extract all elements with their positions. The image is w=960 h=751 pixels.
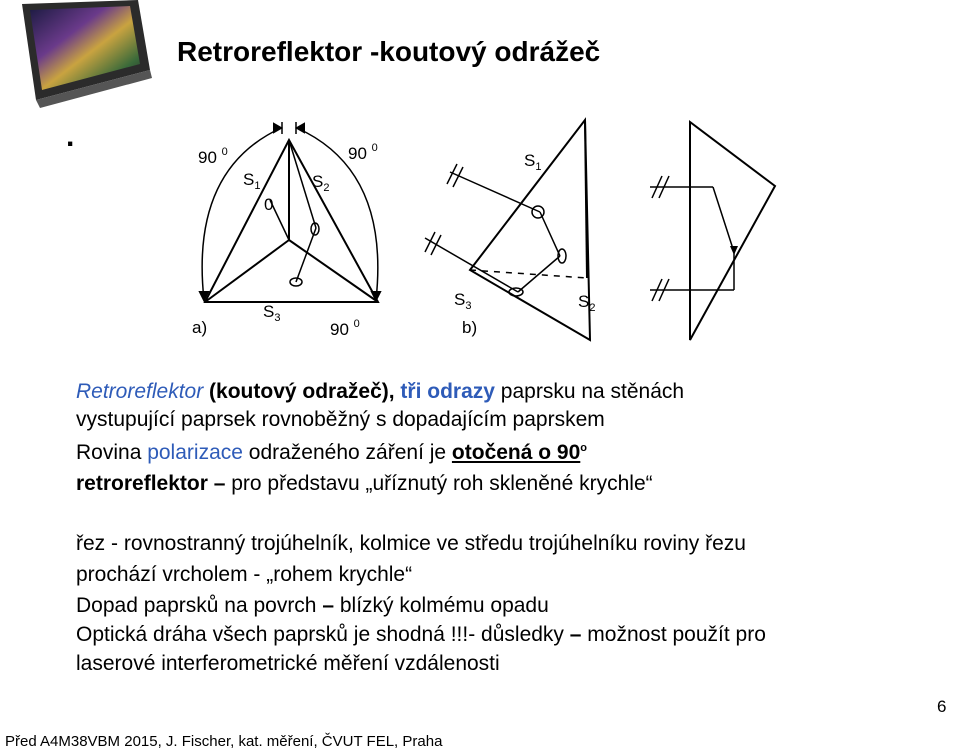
label-s3-b: $S_3$ xyxy=(454,290,472,312)
angle-90-left: 90 $^0$ xyxy=(198,146,228,167)
diagram-c-outline xyxy=(690,122,775,340)
label-a: a) xyxy=(192,318,208,337)
page-number: 6 xyxy=(937,697,947,716)
label-s1-a: $S_1$ xyxy=(243,170,261,192)
label-s2-b: $S_2$ xyxy=(578,292,596,314)
text-line-9: laserové interferometrické měření vzdálenosti xyxy=(76,652,500,675)
angle-90-bottom: 90 $^0$ xyxy=(330,318,360,339)
text-line-3: Rovina polarizace odraženého záření je otočená o 90$^o$ xyxy=(76,441,588,464)
text-line-5: řez - rovnostranný trojúhelník, kolmice ve středu trojúhelníku roviny řezu xyxy=(76,532,746,555)
text-line-1: Retroreflektor (koutový odražeč), tři odrazy paprsku na stěnách xyxy=(76,380,685,403)
zero-mark: 0 xyxy=(264,195,274,214)
slide-title: Retroreflektor -koutový odrážeč xyxy=(177,36,601,67)
text-line-2: vystupující paprsek rovnoběžný s dopadajícím paprskem xyxy=(76,408,605,431)
text-line-6: prochází vrcholem - „rohem krychle“ xyxy=(76,563,413,586)
label-s3-a: $S_3$ xyxy=(263,302,281,324)
text-line-7: Dopad paprsků na povrch – blízký kolmému opadu xyxy=(76,594,549,617)
text-line-4: retroreflektor – pro představu „uříznutý roh skleněné krychle“ xyxy=(76,472,653,495)
angle-90-right: 90 $^0$ xyxy=(348,142,378,163)
bullet-dot: . xyxy=(66,120,75,153)
footer-text: Před A4M38VBM 2015, J. Fischer, kat. měření, ČVUT FEL, Praha xyxy=(5,733,443,750)
label-b: b) xyxy=(462,318,478,337)
label-s2-a: $S_2$ xyxy=(312,172,330,194)
text-line-8: Optická dráha všech paprsků je shodná !!!- důsledky – možnost použít pro xyxy=(76,623,766,646)
diagram-a-outline xyxy=(205,140,378,302)
label-s1-b: $S_1$ xyxy=(524,151,542,173)
